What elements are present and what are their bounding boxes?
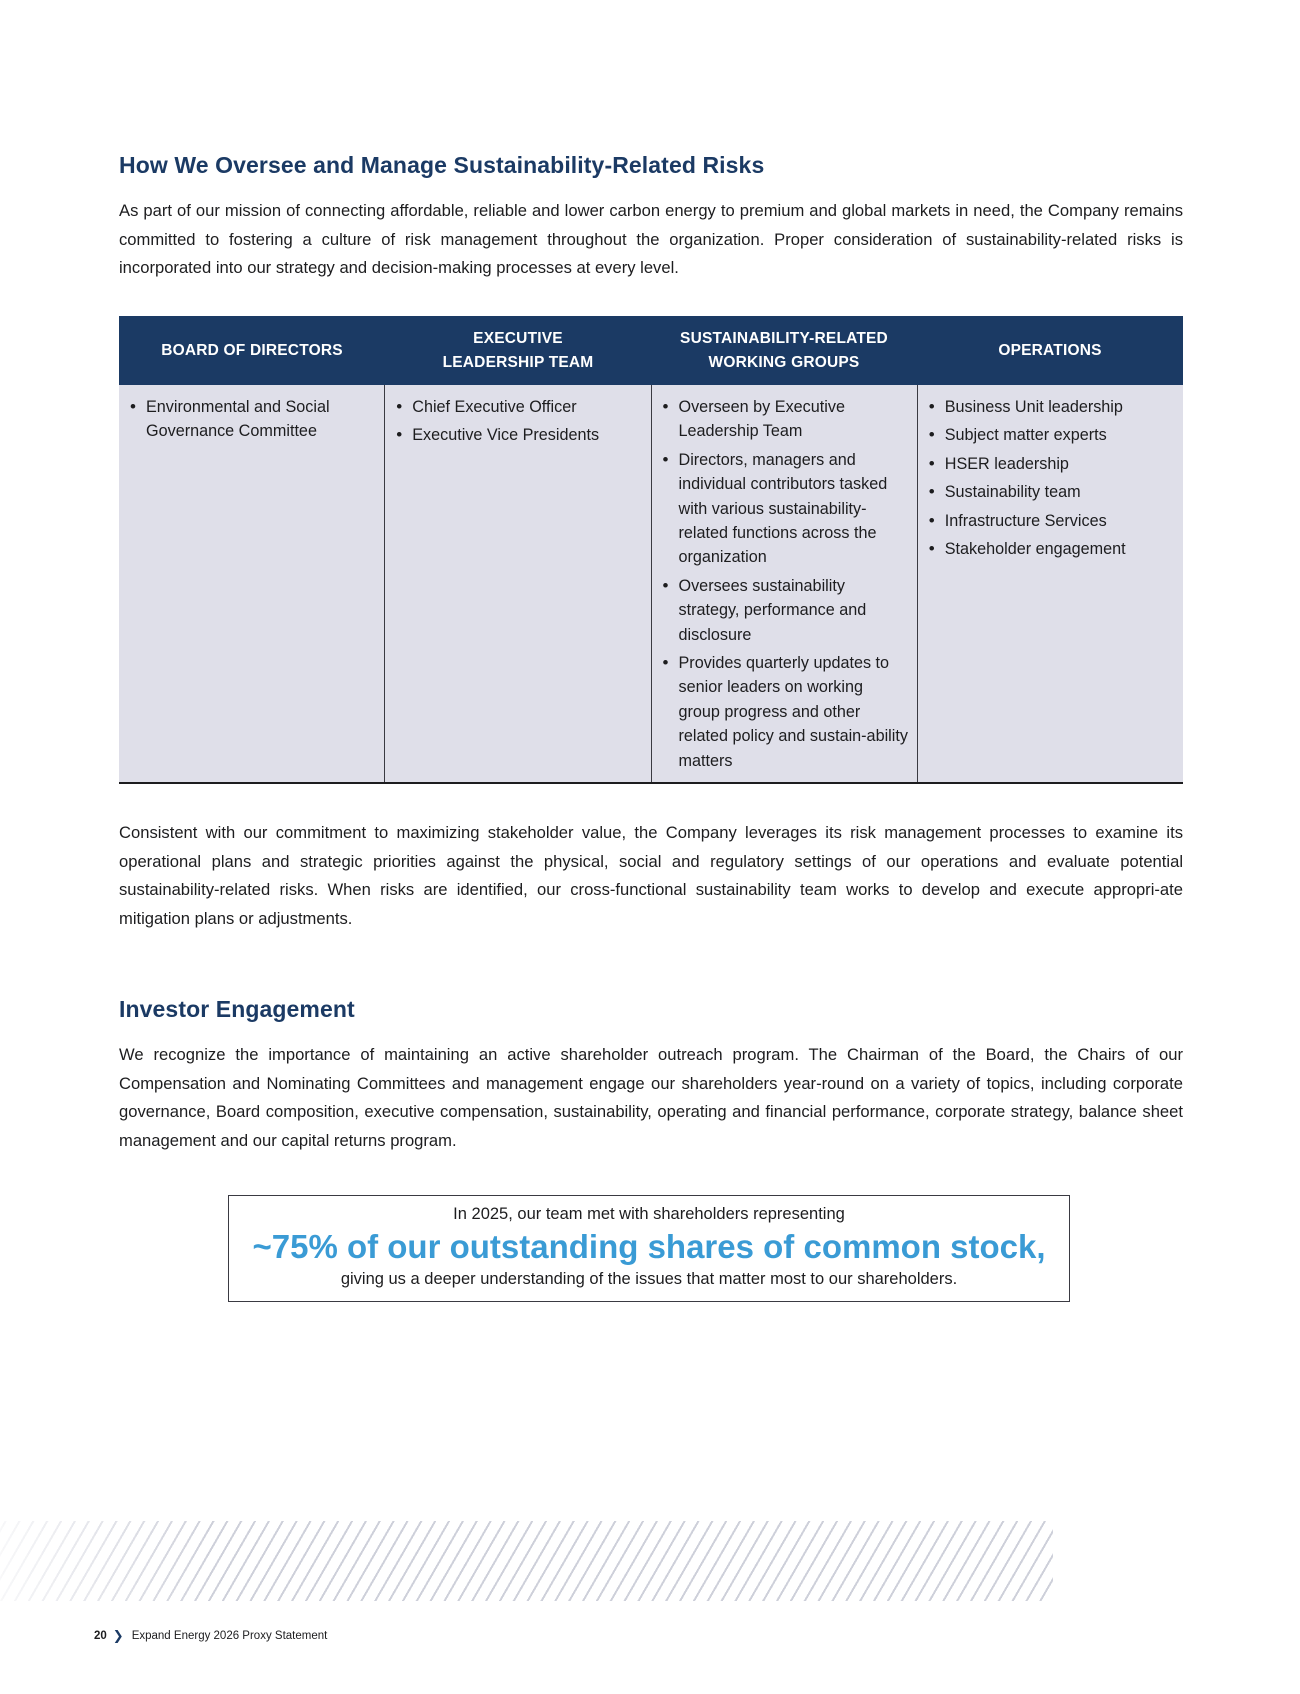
callout-highlight: ~75% of our outstanding shares of common stock,	[252, 1228, 1046, 1265]
list-item: • Provides quarterly updates to senior leaders on working group progress and other related policy and sustain-ability matters	[662, 651, 909, 773]
list-item: • Directors, managers and individual contributors tasked with various sustainability-related functions across the organization	[662, 448, 909, 570]
table-header-row	[119, 316, 1183, 385]
list-item: • Sustainability team	[928, 480, 1175, 504]
table-cell-operations	[917, 385, 1183, 782]
risk-process-paragraph: Consistent with our commitment to maximizing stakeholder value, the Company leverages its risk management processes to examine its operational plans and strategic priorities against the physical, social and regulatory settings of our operations and evaluate potential sustainability-related risks. When risks are identified, our cross-functional sustainability team works to develop and execute appropri-ate mitigation plans or adjustments.	[119, 823, 1183, 928]
table-body-row	[119, 385, 1183, 782]
section-heading-risks: How We Oversee and Manage Sustainability-Related Risks	[119, 152, 765, 178]
board-list	[129, 395, 376, 444]
table-cell-executive	[384, 385, 650, 782]
oversight-table	[119, 316, 1183, 784]
list-item: • Executive Vice Presidents	[395, 423, 642, 447]
list-item: • Oversees sustainability strategy, performance and disclosure	[662, 574, 909, 647]
callout-conclusion: giving us a deeper understanding of the issues that matter most to our shareholders.	[340, 1270, 958, 1288]
chevron-right-icon: ❯	[112, 1628, 124, 1643]
column-header-board: BOARD OF DIRECTORS	[161, 341, 343, 359]
column-header-executive: EXECUTIVE LEADERSHIP TEAM	[442, 329, 594, 371]
column-header-operations: OPERATIONS	[998, 341, 1102, 359]
investor-paragraph: We recognize the importance of maintaining an active shareholder outreach program. The Chairman of the Board, the Chairs of our Compensation and Nominating Committees and management engage our shareholders year-round on a variety of topics, including corporate governance, Board composition, executive compensation, sustainability, operating and financial performance, corporate strategy, balance sheet management and our capital returns program.	[119, 1045, 1183, 1150]
list-item: • HSER leadership	[928, 452, 1175, 476]
list-item: • Overseen by Executive Leadership Team	[662, 395, 909, 444]
executive-list	[395, 395, 642, 448]
list-item: • Subject matter experts	[928, 423, 1175, 447]
shareholder-callout-box	[228, 1195, 1070, 1302]
document-title: Expand Energy 2026 Proxy Statement	[131, 1630, 328, 1642]
list-item: • Infrastructure Services	[928, 509, 1175, 533]
list-item: • Business Unit leadership	[928, 395, 1175, 419]
list-item: • Environmental and Social Governance Committee	[129, 395, 376, 444]
page-footer	[94, 1628, 327, 1644]
table-cell-working-groups	[651, 385, 917, 782]
list-item: • Stakeholder engagement	[928, 537, 1175, 561]
page-number: 20	[94, 1630, 107, 1642]
operations-list	[928, 395, 1175, 561]
decorative-stripes	[0, 1521, 1053, 1601]
risks-intro-paragraph: As part of our mission of connecting affordable, reliable and lower carbon energy to premium and global markets in need, the Company remains committed to fostering a culture of risk management throughout the organization. Proper consideration of sustainability-related risks is incorporated into our strategy and decision-making processes at every level.	[119, 201, 1183, 278]
list-item: • Chief Executive Officer	[395, 395, 642, 419]
callout-intro: In 2025, our team met with shareholders representing	[453, 1205, 845, 1223]
column-header-working-groups: SUSTAINABILITY-RELATED WORKING GROUPS	[680, 329, 888, 371]
working-groups-list	[662, 395, 909, 773]
table-cell-board	[119, 385, 384, 782]
section-heading-investor: Investor Engagement	[119, 996, 355, 1022]
